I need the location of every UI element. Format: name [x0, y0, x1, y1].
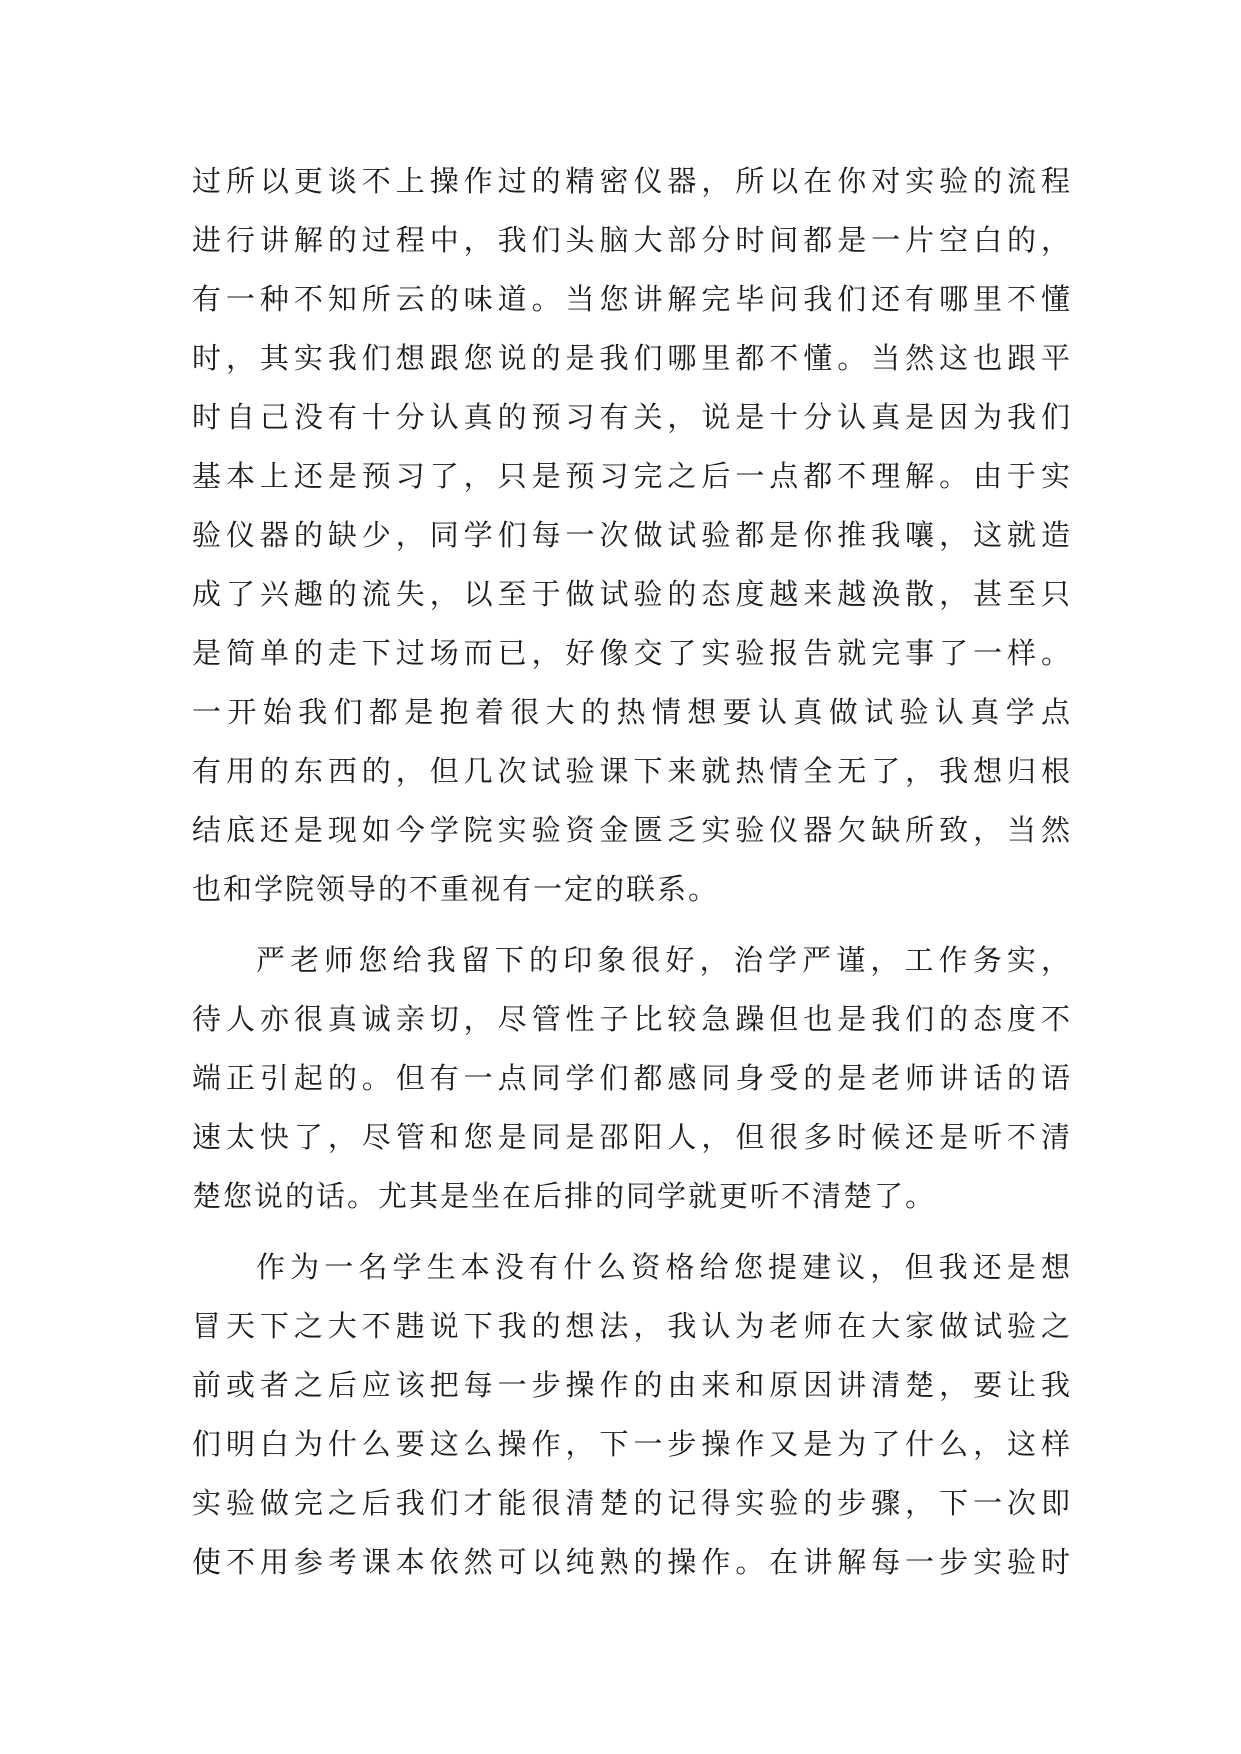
text-line: 前或者之后应该把每一步操作的由来和原因讲清楚，要让我 — [192, 1368, 1072, 1402]
text-line: 们明白为什么要这么操作，下一步操作又是为了什么，这样 — [192, 1427, 1072, 1461]
text-line: 实验做完之后我们才能很清楚的记得实验的步骤，下一次即 — [192, 1486, 1072, 1520]
text-line: 严老师您给我留下的印象很好，治学严谨，工作务实， — [256, 943, 1072, 977]
text-line: 端正引起的。但有一点同学们都感同身受的是老师讲话的语 — [192, 1061, 1072, 1095]
text-line: 速太快了，尽管和您是同是邵阳人，但很多时候还是听不清 — [192, 1120, 1072, 1154]
text-line: 冒天下之大不韪说下我的想法，我认为老师在大家做试验之 — [192, 1309, 1072, 1343]
text-line: 时，其实我们想跟您说的是我们哪里都不懂。当然这也跟平 — [192, 341, 1072, 375]
text-line: 时自己没有十分认真的预习有关，说是十分认真是因为我们 — [192, 400, 1072, 434]
text-line: 作为一名学生本没有什么资格给您提建议，但我还是想 — [256, 1250, 1072, 1284]
text-line: 一开始我们都是抱着很大的热情想要认真做试验认真学点 — [192, 695, 1072, 729]
paragraph-gap — [192, 1226, 1072, 1238]
text-line: 验仪器的缺少，同学们每一次做试验都是你推我嚷，这就造 — [192, 518, 1072, 552]
text-line: 进行讲解的过程中，我们头脑大部分时间都是一片空白的， — [192, 223, 1072, 257]
text-line: 过所以更谈不上操作过的精密仪器，所以在你对实验的流程 — [192, 164, 1072, 198]
text-line: 使不用参考课本依然可以纯熟的操作。在讲解每一步实验时 — [192, 1545, 1072, 1579]
text-line: 基本上还是预习了，只是预习完之后一点都不理解。由于实 — [192, 459, 1072, 493]
text-line: 也和学院领导的不重视有一定的联系。 — [192, 872, 720, 906]
paragraph-gap — [192, 919, 1072, 931]
text-line: 楚您说的话。尤其是坐在后排的同学就更听不清楚了。 — [192, 1179, 937, 1213]
text-line: 有一种不知所云的味道。当您讲解完毕问我们还有哪里不懂 — [192, 282, 1072, 316]
text-line: 成了兴趣的流失，以至于做试验的态度越来越涣散，甚至只 — [192, 577, 1072, 611]
text-line: 有用的东西的，但几次试验课下来就热情全无了，我想归根 — [192, 754, 1072, 788]
document-body — [192, 152, 1072, 1592]
text-line: 是简单的走下过场而已，好像交了实验报告就完事了一样。 — [192, 636, 1072, 670]
text-line: 待人亦很真诚亲切，尽管性子比较急躁但也是我们的态度不 — [192, 1002, 1072, 1036]
text-line: 结底还是现如今学院实验资金匮乏实验仪器欠缺所致，当然 — [192, 813, 1072, 847]
